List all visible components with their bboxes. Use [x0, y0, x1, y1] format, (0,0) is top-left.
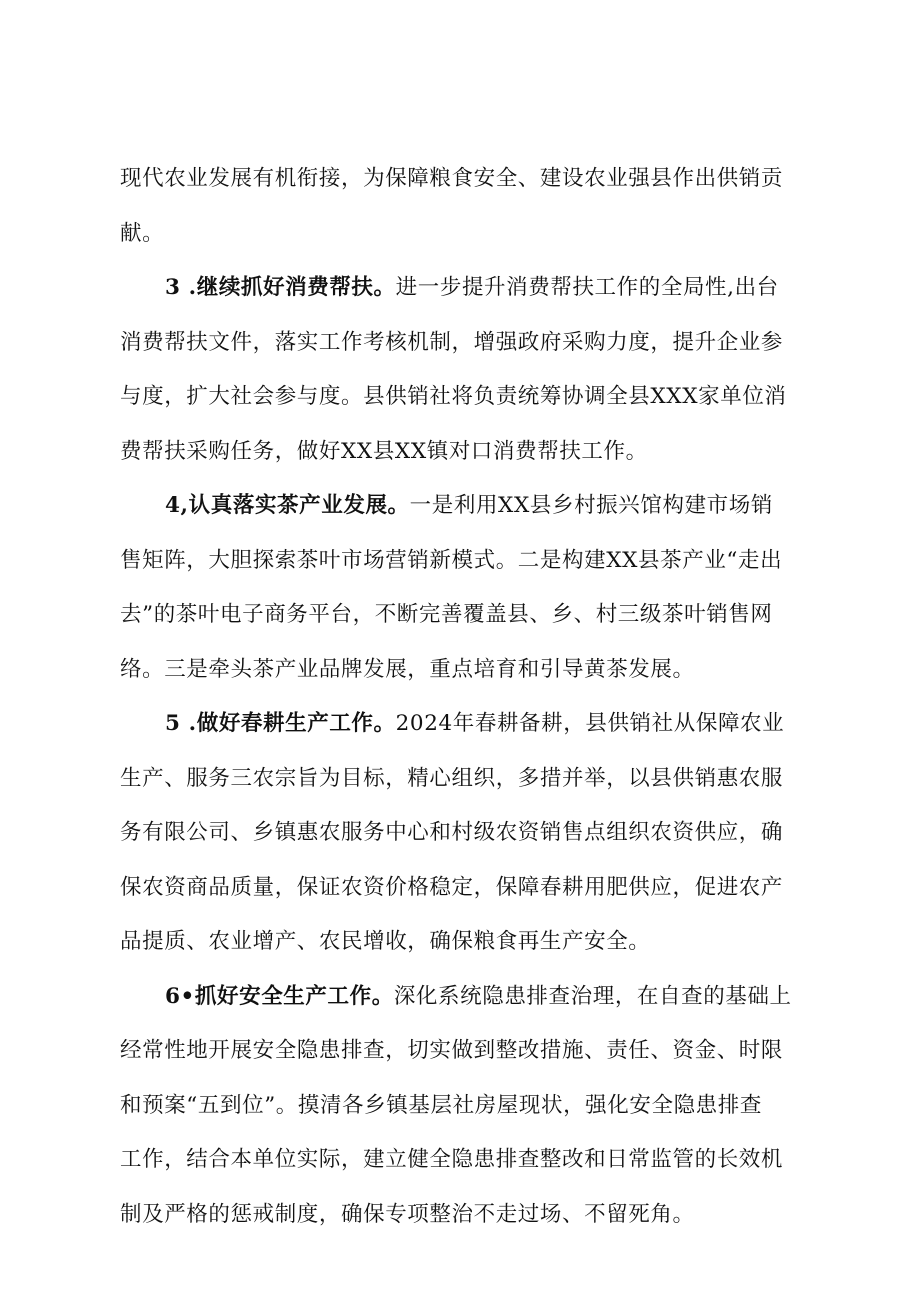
- paragraph-first-line: [120, 970, 820, 1025]
- paragraph-line: 消费帮扶文件，落实工作考核机制，增强政府采购力度，提升企业参: [120, 329, 784, 355]
- document-body: [120, 152, 820, 1242]
- paragraph-line: 工作，结合本单位实际，建立健全隐患排查整改和日常监管的长效机: [120, 1147, 784, 1172]
- paragraph-item-3: [120, 261, 820, 479]
- paragraph-line: 与度，扩大社会参与度。县供销社将负责统筹协调全县XXX家单位消: [120, 384, 787, 409]
- paragraph-line: 品提质、农业增产、农民增收，确保粮食再生产安全。: [120, 929, 651, 954]
- paragraph-item-4: [120, 479, 820, 697]
- paragraph-line: 生产、服务三农宗旨为目标，精心组织，多措并举，以县供销惠农服: [120, 765, 784, 791]
- paragraph-line: 去”的茶叶电子商务平台，不断完善覆盖县、乡、村三级茶叶销售网: [120, 602, 773, 627]
- paragraph-text: 2024年春耕备耕，县供销社从保障农业: [395, 711, 785, 736]
- paragraph-line: 现代农业发展有机衔接，为保障粮食安全、建设农业强县作出供销贡: [120, 166, 784, 191]
- paragraph-text: 一是利用XX县乡村振兴馆构建市场销: [409, 493, 773, 518]
- paragraph-first-line: [120, 261, 820, 316]
- paragraph-line: 售矩阵，大胆探索茶叶市场营销新模式。二是构建XX县茶产业“走出: [120, 547, 783, 573]
- paragraph-line: 制及严格的惩戒制度，确保专项整治不走过场、不留死角。: [120, 1201, 695, 1227]
- paragraph-line: 经常性地开展安全隐患排查，切实做到整改措施、责任、资金、时限: [120, 1038, 784, 1063]
- paragraph-item-5: [120, 697, 820, 970]
- paragraph-line: 费帮扶采购任务，做好XX县XX镇对口消费帮扶工作。: [120, 438, 648, 464]
- paragraph-item-6: [120, 970, 820, 1243]
- paragraph-heading: 6•抓好安全生产工作。: [165, 983, 394, 1009]
- paragraph-line: 和预案“五到位”。摸清各乡镇基层社房屋现状，强化安全隐患排查: [120, 1092, 762, 1118]
- paragraph-first-line: [120, 479, 820, 534]
- paragraph-text: 深化系统隐患排查治理，在自查的基础上: [393, 983, 792, 1009]
- paragraph-line: 络。三是牵头茶产业品牌发展，重点培育和引导黄茶发展。: [120, 656, 695, 682]
- paragraph-line: 务有限公司、乡镇惠农服务中心和村级农资销售点组织农资供应，确: [120, 820, 784, 845]
- paragraph-text: 进一步提升消费帮扶工作的全局性,出台: [395, 275, 779, 300]
- paragraph-heading: 4,认真落实茶产业发展。: [165, 493, 410, 518]
- paragraph-first-line: [120, 697, 820, 752]
- paragraph-line: 保农资商品质量，保证农资价格稳定，保障春耕用肥供应，促进农产: [120, 874, 784, 900]
- paragraph-continuation: [120, 152, 820, 261]
- paragraph-line: 献。: [120, 220, 165, 246]
- paragraph-heading: 5 .做好春耕生产工作。: [165, 711, 396, 736]
- paragraph-heading: 3 .继续抓好消费帮扶。: [165, 275, 396, 300]
